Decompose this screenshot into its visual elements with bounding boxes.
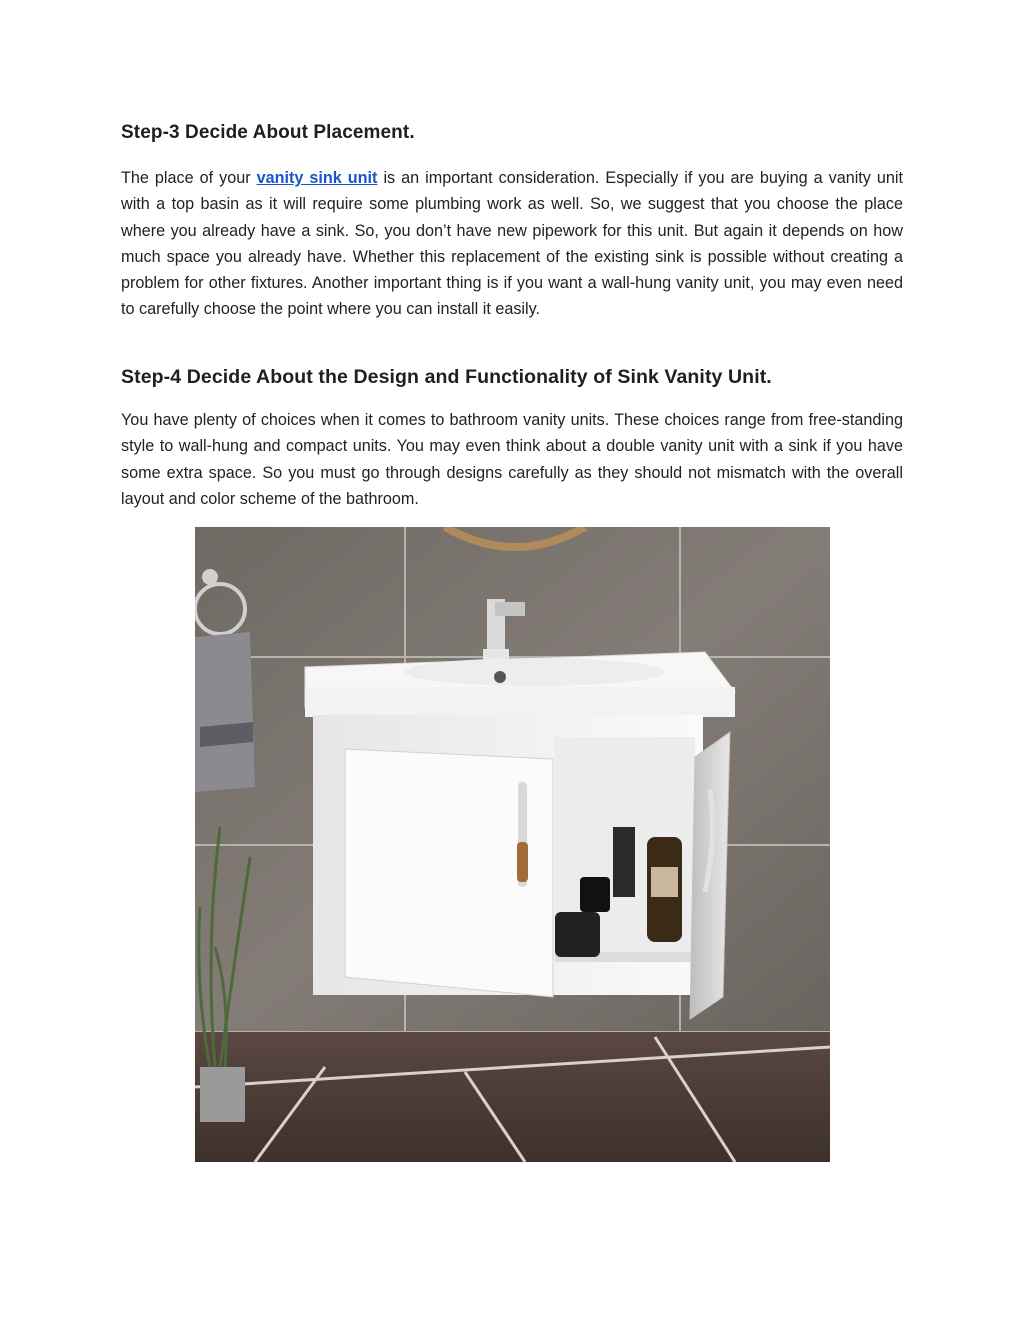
- step4-heading: Step-4 Decide About the Design and Functionality of Sink Vanity Unit.: [121, 366, 772, 388]
- vanity-sink-unit-link[interactable]: vanity sink unit: [256, 169, 378, 187]
- vanity-unit-photo: [195, 527, 830, 1162]
- bottle-1: [613, 827, 635, 897]
- step3-heading: Step-3 Decide About Placement.: [121, 122, 415, 143]
- step3-text-after-link: is an important consideration. Especially if you are buying a vanity unit with a top basin as it will require some plumbing work as well. So, we suggest that you choose the place where you already have a sink. So, you don’t have new pipework for this unit. But again it depends on how much space you already have. Whether this replacement of the existing sink is possible without creating a problem for other fixtures. Another important thing is if you want a wall-hung vanity unit, you may even need to carefully choose the point where you can install it easily.: [121, 169, 903, 319]
- step4-paragraph: You have plenty of choices when it comes to bathroom vanity units. These choices range from free-standing style to wall-hung and compact units. You may even think about a double vanity unit with a sink if you have some extra space. So you must go through designs carefully as they should not mismatch with the overall layout and color scheme of the bathroom.: [121, 411, 903, 508]
- jar: [555, 912, 600, 957]
- plant-pot: [200, 1067, 245, 1122]
- step3-text-before-link: The place of your: [121, 169, 257, 187]
- towel: [195, 632, 255, 792]
- step3-paragraph: [121, 165, 903, 323]
